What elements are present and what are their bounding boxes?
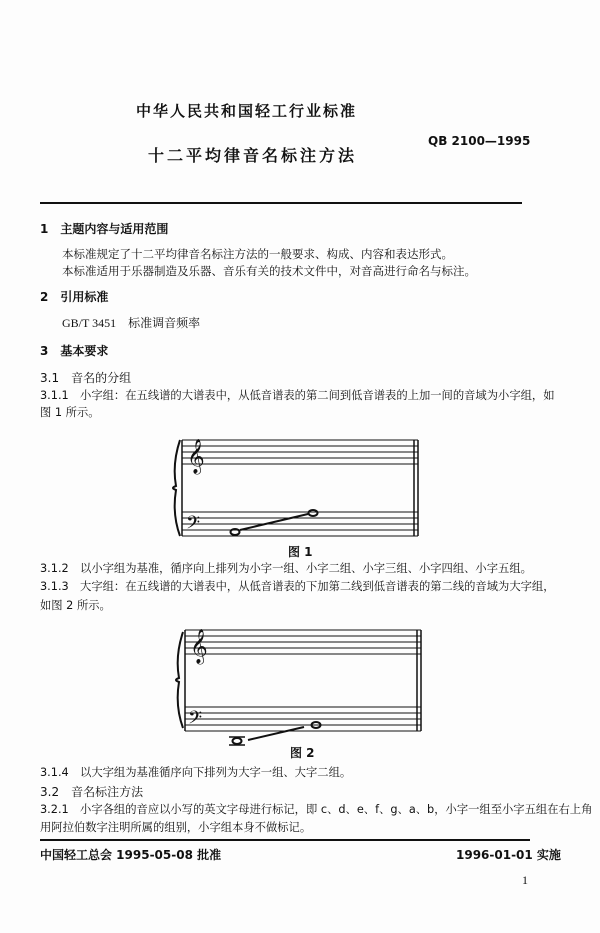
paragraph: 3.1.4 以大字组为基准循序向下排列为大字一组、大字二组。 (40, 766, 352, 779)
approval-date: 中国轻工总会 1995-05-08 批准 (40, 848, 222, 862)
reference: GB/T 3451 标准调音频率 (62, 316, 201, 330)
figure-1-grand-staff (173, 439, 418, 538)
paragraph: 3.1.3 大字组：在五线谱的大谱表中，从低音谱表的下加第二线到低音谱表的第二线的音域为大字组， (40, 580, 555, 593)
section-2-heading: 2 引用标准 (40, 290, 109, 304)
subsection-heading: 3.1 音名的分组 (40, 371, 132, 385)
paragraph: 本标准适用于乐器制造及乐器、音乐有关的技术文件中，对音高进行命名与标注。 (62, 264, 476, 278)
section-1-heading: 1 主题内容与适用范围 (40, 222, 169, 236)
paragraph: 如图 2 所示。 (40, 599, 111, 612)
issuing-org: 中华人民共和国轻工行业标准 (136, 102, 358, 120)
svg-text:𝄞: 𝄞 (187, 439, 205, 474)
figure-2-caption: 图 2 (290, 746, 315, 760)
section-3-heading: 3 基本要求 (40, 344, 109, 358)
paragraph: 用阿拉伯数字注明所属的组别，小字组本身不做标记。 (40, 821, 312, 834)
page-number: 1 (522, 873, 528, 887)
standard-code: QB 2100—1995 (428, 134, 531, 148)
paragraph: 3.1.1 小字组：在五线谱的大谱表中，从低音谱表的第二间到低音谱表的上加一间的音域为小字组，如 (40, 389, 555, 402)
paragraph: 图 1 所示。 (40, 406, 100, 419)
paragraph: 3.2.1 小字各组的音应以小写的英文字母进行标记，即 c、d、e、f、g、a、b，小字一组至小字五组在右上角 (40, 803, 593, 816)
subsection-heading: 3.2 音名标注方法 (40, 785, 144, 799)
footer-rule (40, 839, 530, 841)
paragraph: 3.1.2 以小字组为基准，循序向上排列为小字一组、小字二组、小字三组、小字四组、小字五组。 (40, 562, 532, 575)
paragraph: 本标准规定了十二平均律音名标注方法的一般要求、构成、内容和表达形式。 (62, 247, 453, 261)
figure-1-caption: 图 1 (288, 545, 313, 559)
document-title: 十二平均律音名标注方法 (148, 146, 358, 165)
effective-date: 1996-01-01 实施 (456, 848, 561, 862)
figure-2-grand-staff (176, 629, 421, 745)
svg-text:𝄢: 𝄢 (188, 708, 203, 733)
svg-text:𝄞: 𝄞 (190, 629, 208, 664)
svg-text:𝄢: 𝄢 (186, 513, 201, 538)
